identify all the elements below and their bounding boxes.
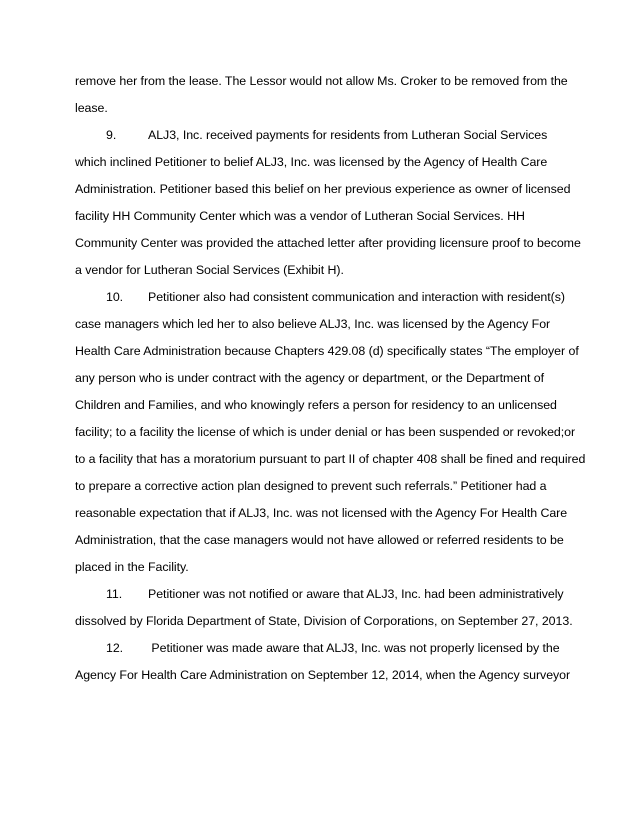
text-line-11: Health Care Administration because Chapters 429.08 (d) specifically states “The employer of	[75, 344, 579, 358]
text-line-8: a vendor for Lutheran Social Services (Exhibit H).	[75, 263, 344, 277]
paragraph-11-first-line	[106, 586, 564, 602]
text-line-21: dissolved by Florida Department of State, Division of Corporations, on September 27, 2013.	[75, 614, 573, 628]
text-line-16: to prepare a corrective action plan designed to prevent such referrals.” Petitioner had a	[75, 479, 547, 493]
text-line-13: Children and Families, and who knowingly refers a person for residency to an unlicensed	[75, 398, 557, 412]
paragraph-number-11: 11.	[106, 587, 123, 601]
text-line-12: any person who is under contract with the agency or department, or the Department of	[75, 371, 544, 385]
text-line-9: Petitioner also had consistent communication and interaction with resident(s)	[148, 290, 565, 304]
paragraph-10-first-line	[106, 289, 565, 305]
text-line-5: Administration. Petitioner based this belief on her previous experience as owner of licensed	[75, 182, 571, 196]
text-line-7: Community Center was provided the attached letter after providing licensure proof to become	[75, 236, 581, 250]
text-line-14: facility; to a facility the license of which is under denial or has been suspended or revoked;or	[75, 425, 576, 439]
text-line-2: lease.	[75, 101, 108, 115]
text-line-3: ALJ3, Inc. received payments for residents from Lutheran Social Services	[148, 128, 548, 142]
text-line-17: reasonable expectation that if ALJ3, Inc. was not licensed with the Agency For Health Care	[75, 506, 568, 520]
text-line-20: Petitioner was not notified or aware that ALJ3, Inc. had been administratively	[148, 587, 564, 601]
text-line-1: remove her from the lease. The Lessor would not allow Ms. Croker to be removed from the	[75, 74, 568, 88]
paragraph-number-9: 9.	[106, 128, 117, 142]
text-line-10: case managers which led her to also believe ALJ3, Inc. was licensed by the Agency For	[75, 317, 551, 331]
text-line-15: to a facility that has a moratorium pursuant to part II of chapter 408 shall be fined and required	[75, 452, 586, 466]
paragraph-12-first-line	[106, 640, 560, 656]
paragraph-number-12: 12.	[106, 641, 124, 655]
text-line-4: which inclined Petitioner to belief ALJ3, Inc. was licensed by the Agency of Health Care	[75, 155, 548, 169]
text-line-18: Administration, that the case managers would not have allowed or referred residents to be	[75, 533, 564, 547]
text-line-23: Agency For Health Care Administration on September 12, 2014, when the Agency surveyor	[75, 668, 571, 682]
paragraph-9-first-line	[106, 127, 547, 143]
text-line-19: placed in the Facility.	[75, 560, 189, 574]
paragraph-number-10: 10.	[106, 290, 124, 304]
text-line-6: facility HH Community Center which was a vendor of Lutheran Social Services. HH	[75, 209, 525, 223]
text-line-22: Petitioner was made aware that ALJ3, Inc. was not properly licensed by the	[148, 641, 560, 655]
